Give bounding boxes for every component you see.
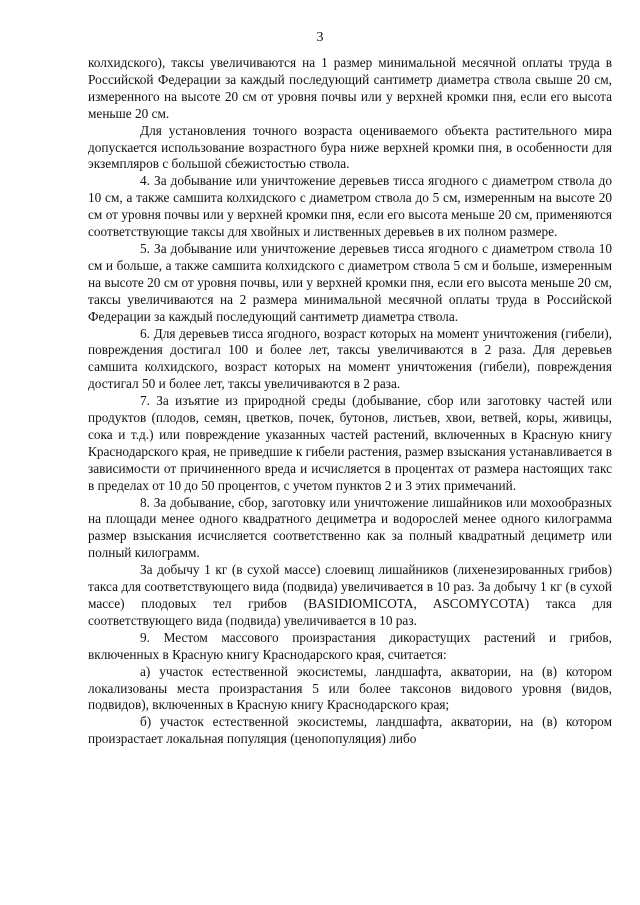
paragraph: За добычу 1 кг (в сухой массе) слоевищ лишайников (лихенезированных грибов) такса для соответствующего вида (подвида) увеличивается в 10 раз. За добычу 1 кг (в сухой массе) плодовых тел грибов (BASIDIOMICOTA, ASCOMYCOTA) такса для соответствующего вида (подвида) увеличивается в 10 раз. xyxy=(88,562,612,628)
document-body xyxy=(88,55,612,748)
paragraph-continuation: колхидского), таксы увеличиваются на 1 размер минимальной месячной оплаты труда в Российской Федерации за каждый последующий сантиметр диаметра ствола свыше 20 см, измеренного на высоте 20 см от уровня почвы или у верхней кромки пня, если его высота меньше 20 см. xyxy=(88,55,612,121)
paragraph-item-5: 5. За добывание или уничтожение деревьев тисса ягодного с диаметром ствола 10 см и больше, а также самшита колхидского с диаметром ствола 5 см и больше, измеренным на высоте 20 см от уровня почвы, или у верхней кромки пня, если его высота меньше 20 см, таксы увеличиваются на 2 размера минимальной месячной оплаты труда в Российской Федерации за каждый последующий сантиметр диаметра ствола. xyxy=(88,240,612,324)
paragraph-item-8: 8. За добывание, сбор, заготовку или уничтожение лишайников или мохообразных на площади менее одного квадратного дециметра и водорослей менее одного килограмма размер взыскания исчисляется соответственно как за полный квадратный дециметр или полный килограмм. xyxy=(88,494,612,561)
page-number: 3 xyxy=(316,30,324,45)
paragraph-item-4: 4. За добывание или уничтожение деревьев тисса ягодного с диаметром ствола до 10 см, а также самшита колхидского с диаметром ствола до 5 см, измеренным на высоте 20 см от уровня почвы или у верхней кромки пня, если его высота меньше 20 см, применяются соответствующие таксы для хвойных и лиственных деревьев в их полном размере. xyxy=(88,173,612,240)
paragraph: Для установления точного возраста оцениваемого объекта растительного мира допускается использование возрастного бура ниже верхней кромки пня, в особенности для экземпляров с большой сбежистостью ствола. xyxy=(88,122,612,172)
paragraph-subitem-a: а) участок естественной экосистемы, ландшафта, акватории, на (в) котором локализованы места произрастания 5 или более таксонов видового уровня (видов, подвидов), включенных в Красную книгу Краснодарского края; xyxy=(88,663,612,713)
paragraph-item-6: 6. Для деревьев тисса ягодного, возраст которых на момент уничтожения (гибели), повреждения достигал 100 и более лет, таксы увеличиваются в 2 раза. Для деревьев самшита колхидского, возраст которых на момент уничтожения (гибели), повреждения достигал 50 и более лет, таксы увеличиваются в 2 раза. xyxy=(88,325,612,392)
paragraph-subitem-b: б) участок естественной экосистемы, ландшафта, акватории, на (в) котором произрастает локальная популяция (ценопопуляция) либо xyxy=(88,714,612,747)
paragraph-item-9: 9. Местом массового произрастания дикорастущих растений и грибов, включенных в Красную книгу Краснодарского края, считается: xyxy=(88,629,612,662)
paragraph-item-7: 7. За изъятие из природной среды (добывание, сбор или заготовку частей или продуктов (плодов, семян, цветков, почек, бутонов, листьев, хвои, ветвей, коры, живицы, сока и т.д.) или повреждение указанных частей растений, включенных в Красную книгу Краснодарского края, не приведшие к гибели растения, размер взыскания устанавливается в зависимости от причиненного вреда и исчисляется в процентах от размера настоящих такс в пределах от 10 до 50 процентов, с учетом пунктов 2 и 3 этих примечаний. xyxy=(88,393,612,493)
